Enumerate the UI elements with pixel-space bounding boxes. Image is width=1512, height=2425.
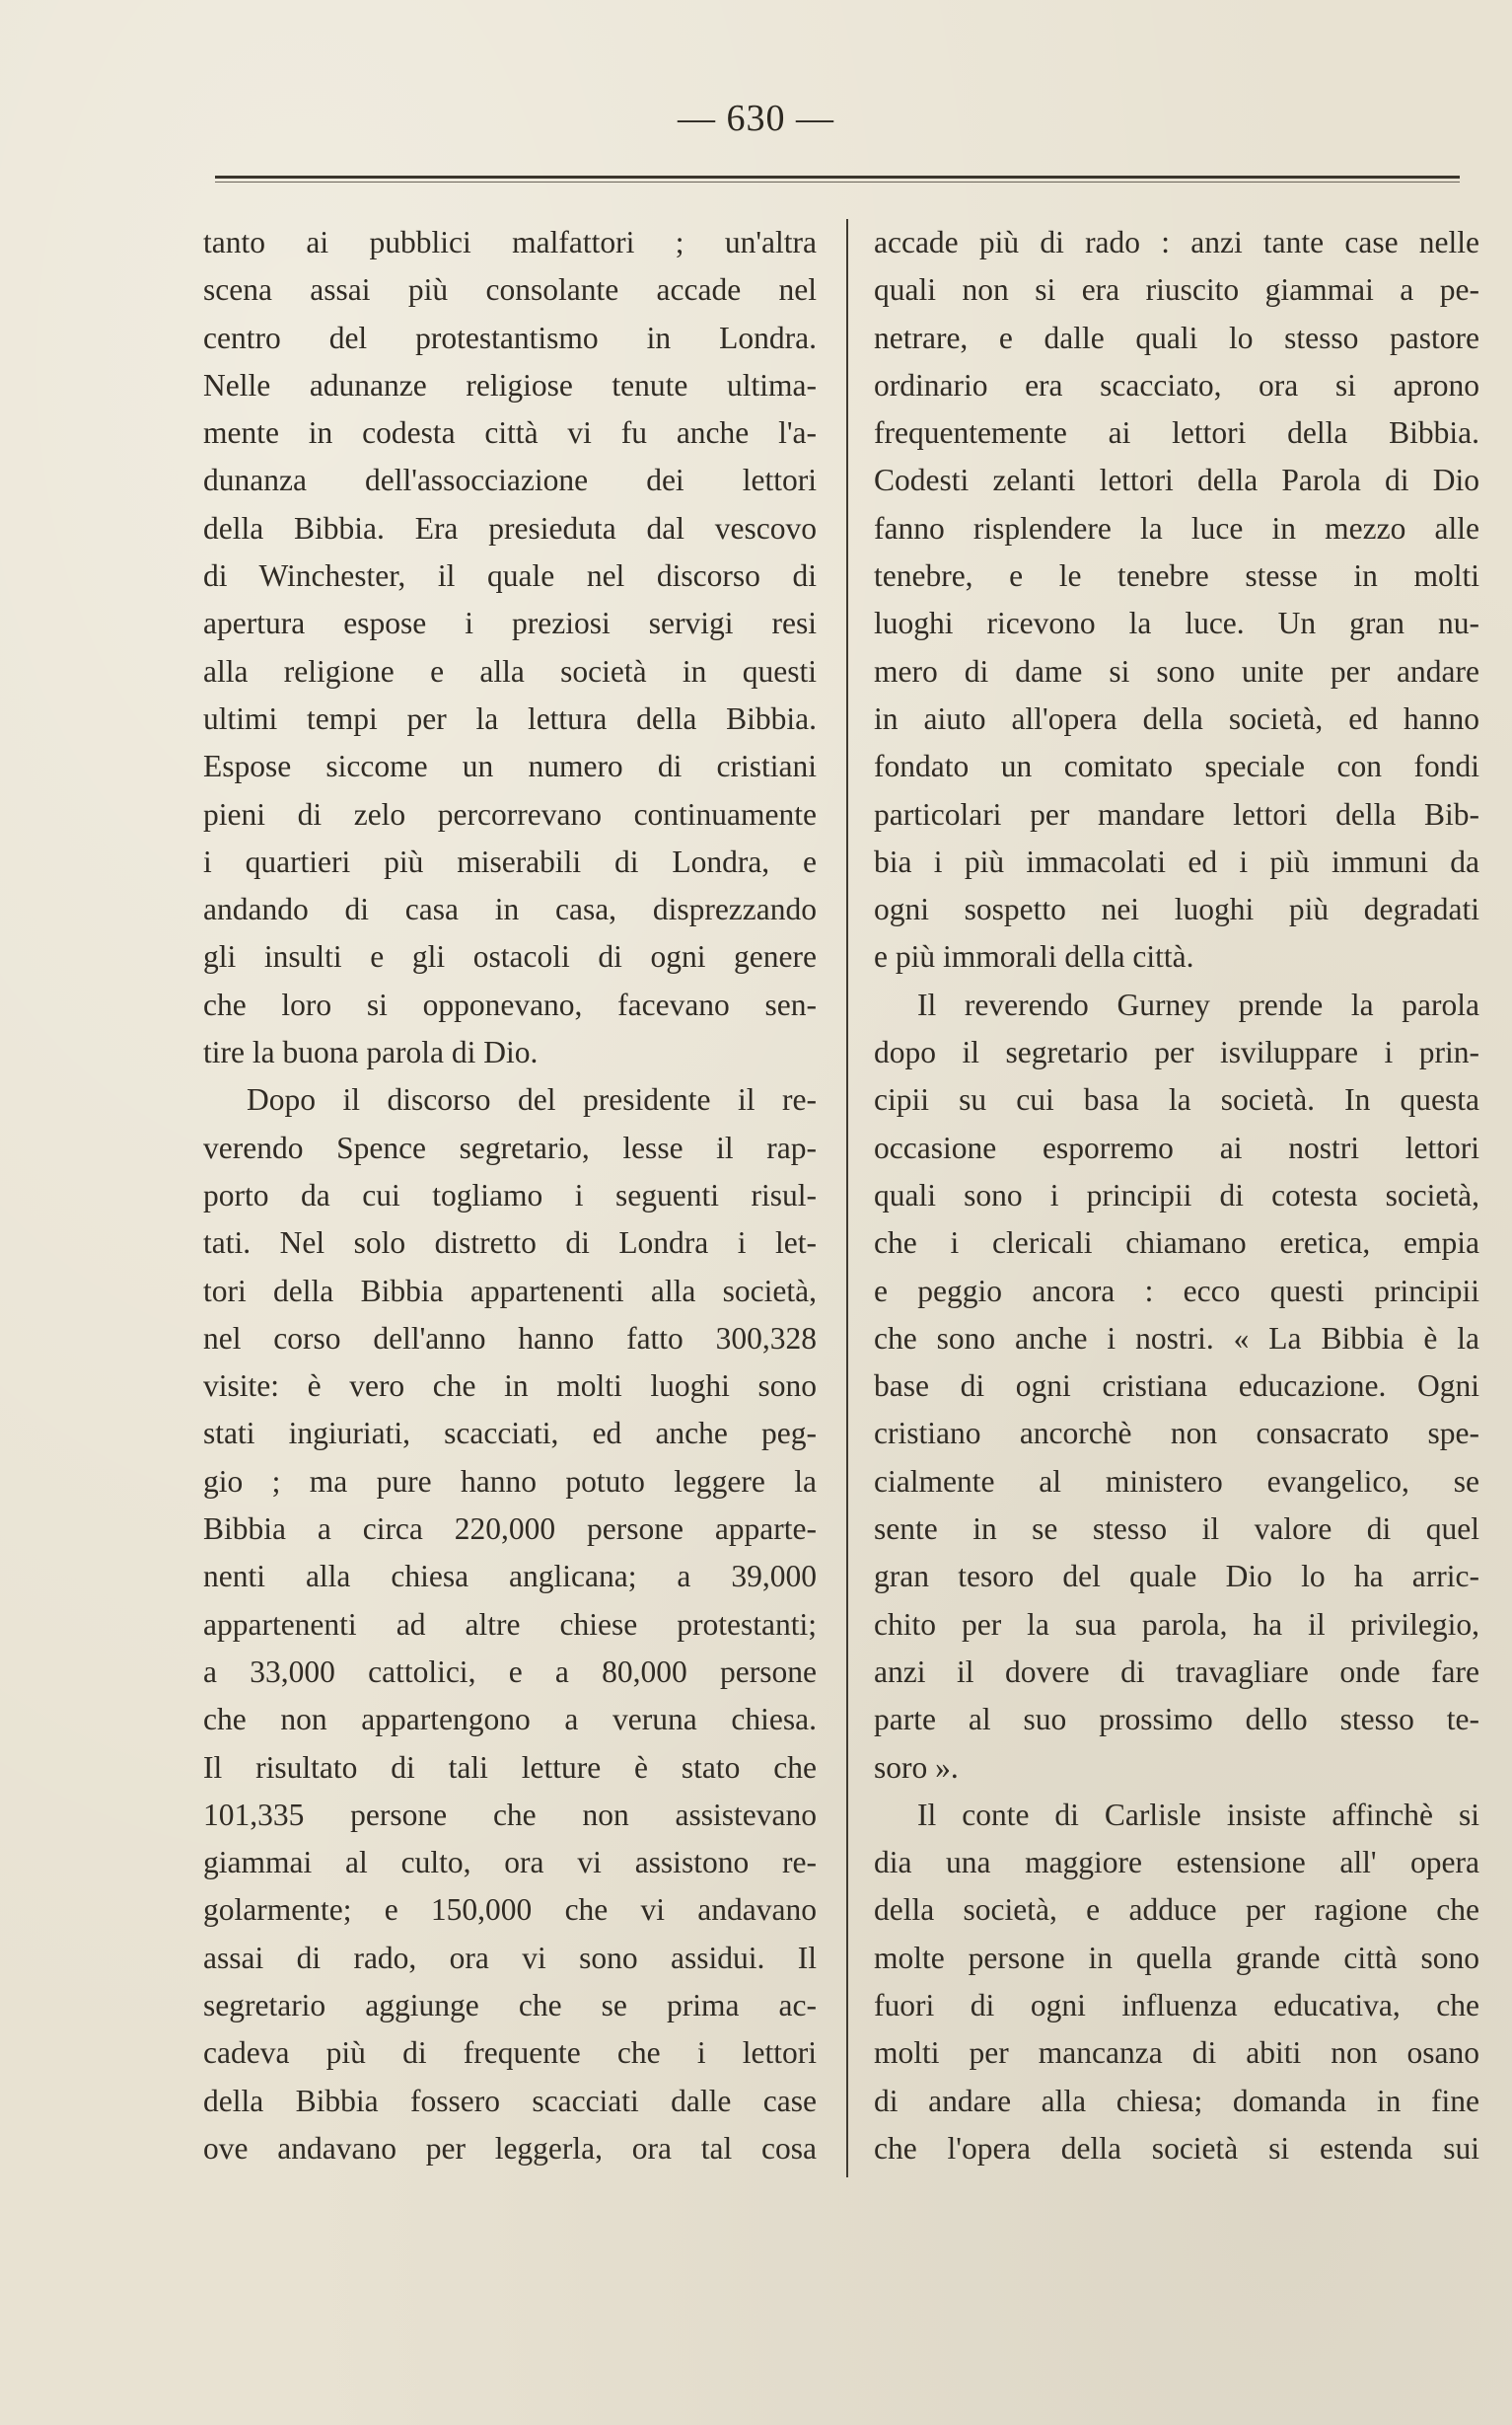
text-line: che sono anche i nostri. « La Bibbia è la bbox=[874, 1320, 1479, 1356]
text-line: verendo Spence segretario, lesse il rap- bbox=[203, 1130, 817, 1165]
text-line: assai di rado, ora vi sono assidui. Il bbox=[203, 1940, 817, 1975]
text-line: Bibbia a circa 220,000 persone apparte- bbox=[203, 1511, 817, 1547]
text-line: e più immorali della città. bbox=[874, 939, 1194, 975]
text-line: Espose siccome un numero di cristiani bbox=[203, 749, 817, 784]
text-line: andando di casa in casa, disprezzando bbox=[203, 892, 817, 927]
header-rule bbox=[215, 176, 1460, 179]
text-line: frequentemente ai lettori della Bibbia. bbox=[874, 415, 1479, 451]
header-rule-thin bbox=[215, 182, 1460, 183]
text-line: gran tesoro del quale Dio lo ha arric- bbox=[874, 1559, 1479, 1594]
text-line: molte persone in quella grande città sono bbox=[874, 1940, 1479, 1975]
column-divider bbox=[846, 219, 848, 2177]
text-line: quali non si era riuscito giammai a pe- bbox=[874, 272, 1479, 308]
text-line: chito per la sua parola, ha il privilegio, bbox=[874, 1606, 1479, 1642]
text-line: in aiuto all'opera della società, ed hanno bbox=[874, 700, 1479, 736]
text-line: mero di dame si sono unite per andare bbox=[874, 653, 1479, 689]
text-line: e peggio ancora : ecco questi principii bbox=[874, 1273, 1479, 1308]
text-line: golarmente; e 150,000 che vi andavano bbox=[203, 1892, 817, 1928]
left-column bbox=[203, 219, 817, 2172]
text-line: Il reverendo Gurney prende la parola bbox=[917, 987, 1479, 1022]
text-line: di andare alla chiesa; domanda in fine bbox=[874, 2083, 1479, 2118]
text-line: Il conte di Carlisle insiste affinchè si bbox=[917, 1797, 1479, 1832]
text-line: anzi il dovere di travagliare onde fare bbox=[874, 1653, 1479, 1689]
text-line: fondato un comitato speciale con fondi bbox=[874, 749, 1479, 784]
text-line: mente in codesta città vi fu anche l'a- bbox=[203, 415, 817, 451]
text-line: luoghi ricevono la luce. Un gran nu- bbox=[874, 606, 1479, 641]
text-line: ogni sospetto nei luoghi più degradati bbox=[874, 892, 1479, 927]
text-line: fuori di ogni influenza educativa, che bbox=[874, 1987, 1479, 2022]
text-line: tori della Bibbia appartenenti alla società, bbox=[203, 1273, 817, 1308]
text-line: appartenenti ad altre chiese protestanti; bbox=[203, 1606, 817, 1642]
text-line: tanto ai pubblici malfattori ; un'altra bbox=[203, 225, 817, 259]
text-line: bia i più immacolati ed i più immuni da bbox=[874, 844, 1479, 879]
text-line: netrare, e dalle quali lo stesso pastore bbox=[874, 320, 1479, 355]
text-line: apertura espose i preziosi servigi resi bbox=[203, 606, 817, 641]
text-line: ordinario era scacciato, ora si aprono bbox=[874, 367, 1479, 403]
text-line: nel corso dell'anno hanno fatto 300,328 bbox=[203, 1320, 817, 1356]
text-line: porto da cui togliamo i seguenti risul- bbox=[203, 1177, 817, 1212]
text-line: dunanza dell'assocciazione dei lettori bbox=[203, 463, 817, 498]
text-line: quali sono i principii di cotesta società, bbox=[874, 1177, 1479, 1212]
text-line: giammai al culto, ora vi assistono re- bbox=[203, 1845, 817, 1880]
text-line: che i clericali chiamano eretica, empia bbox=[874, 1225, 1479, 1261]
text-line: tire la buona parola di Dio. bbox=[203, 1035, 539, 1070]
text-line: segretario aggiunge che se prima ac- bbox=[203, 1987, 817, 2022]
text-line: 101,335 persone che non assistevano bbox=[203, 1797, 817, 1832]
text-line: gli insulti e gli ostacoli di ogni genere bbox=[203, 939, 817, 975]
text-line: nenti alla chiesa anglicana; a 39,000 bbox=[203, 1559, 817, 1594]
text-line: di Winchester, il quale nel discorso di bbox=[203, 558, 817, 594]
text-line: alla religione e alla società in questi bbox=[203, 653, 817, 689]
text-line: della Bibbia. Era presieduta dal vescovo bbox=[203, 510, 817, 546]
text-line: cadeva più di frequente che i lettori bbox=[203, 2035, 817, 2071]
text-line: della Bibbia fossero scacciati dalle case bbox=[203, 2083, 817, 2118]
text-line: cipii su cui basa la società. In questa bbox=[874, 1082, 1479, 1118]
text-line: a 33,000 cattolici, e a 80,000 persone bbox=[203, 1653, 817, 1689]
text-line: che loro si opponevano, facevano sen- bbox=[203, 987, 817, 1022]
text-line: Nelle adunanze religiose tenute ultima- bbox=[203, 367, 817, 403]
text-line: dia una maggiore estensione all' opera bbox=[874, 1845, 1479, 1880]
text-line: parte al suo prossimo dello stesso te- bbox=[874, 1702, 1479, 1737]
text-line: dopo il segretario per isviluppare i prin- bbox=[874, 1035, 1479, 1070]
text-line: ultimi tempi per la lettura della Bibbia. bbox=[203, 700, 817, 736]
text-line: gio ; ma pure hanno potuto leggere la bbox=[203, 1463, 817, 1499]
text-line: base di ogni cristiana educazione. Ogni bbox=[874, 1368, 1479, 1404]
page-number: — 630 — bbox=[678, 98, 834, 139]
text-line: ove andavano per leggerla, ora tal cosa bbox=[203, 2130, 817, 2166]
text-line: soro ». bbox=[874, 1749, 959, 1785]
text-line: i quartieri più miserabili di Londra, e bbox=[203, 844, 817, 879]
text-line: fanno risplendere la luce in mezzo alle bbox=[874, 510, 1479, 546]
text-line: scena assai più consolante accade nel bbox=[203, 272, 817, 308]
text-line: molti per mancanza di abiti non osano bbox=[874, 2035, 1479, 2071]
text-line: cristiano ancorchè non consacrato spe- bbox=[874, 1416, 1479, 1451]
text-line: che non appartengono a veruna chiesa. bbox=[203, 1702, 817, 1737]
text-line: accade più di rado : anzi tante case nelle bbox=[874, 225, 1479, 259]
text-line: occasione esporremo ai nostri lettori bbox=[874, 1130, 1479, 1165]
text-line: pieni di zelo percorrevano continuamente bbox=[203, 796, 817, 832]
text-line: della società, e adduce per ragione che bbox=[874, 1892, 1479, 1928]
text-line: stati ingiuriati, scacciati, ed anche peg- bbox=[203, 1416, 817, 1451]
text-line: Dopo il discorso del presidente il re- bbox=[247, 1082, 817, 1118]
text-line: cialmente al ministero evangelico, se bbox=[874, 1463, 1479, 1499]
text-line: tati. Nel solo distretto di Londra i let- bbox=[203, 1225, 817, 1261]
text-line: visite: è vero che in molti luoghi sono bbox=[203, 1368, 817, 1404]
text-line: centro del protestantismo in Londra. bbox=[203, 320, 817, 355]
right-column bbox=[874, 219, 1479, 2172]
text-line: sente in se stesso il valore di quel bbox=[874, 1511, 1479, 1547]
text-line: particolari per mandare lettori della Bib- bbox=[874, 796, 1479, 832]
text-line: Codesti zelanti lettori della Parola di Dio bbox=[874, 463, 1479, 498]
text-line: Il risultato di tali letture è stato che bbox=[203, 1749, 817, 1785]
text-line: tenebre, e le tenebre stesse in molti bbox=[874, 558, 1479, 594]
text-line: che l'opera della società si estenda sui bbox=[874, 2130, 1479, 2166]
